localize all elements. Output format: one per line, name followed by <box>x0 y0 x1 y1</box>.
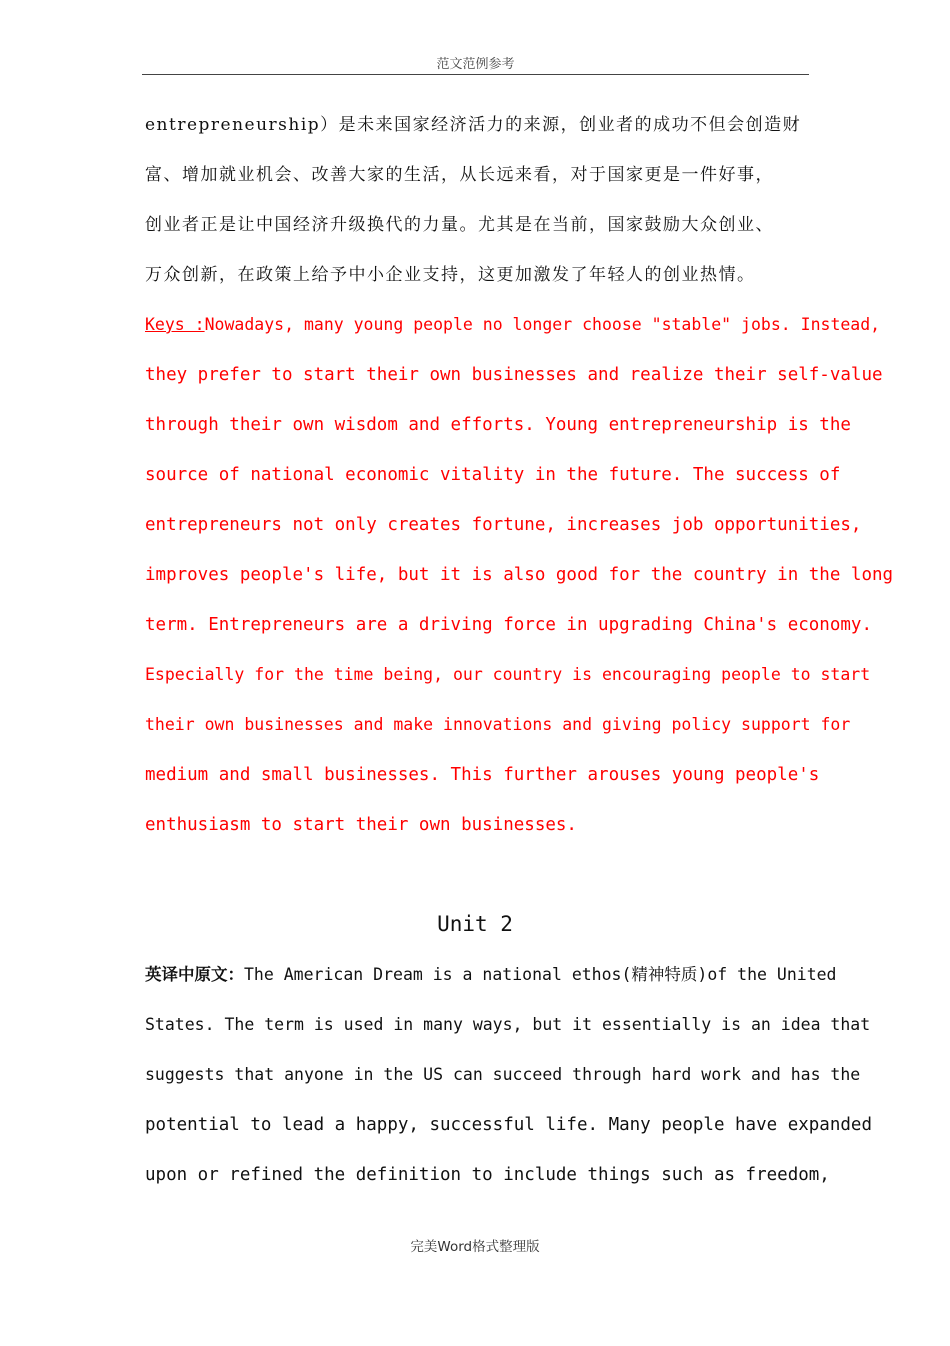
keys-line: entrepreneurs not only creates fortune, increases job opportunities, <box>145 515 862 535</box>
keys-line: they prefer to start their own businesses and realize their self-value <box>145 365 883 385</box>
original-line: States. The term is used in many ways, but it essentially is an idea that <box>145 1015 871 1034</box>
keys-line: through their own wisdom and efforts. Young entrepreneurship is the <box>145 415 851 435</box>
keys-label: Keys : <box>145 315 205 334</box>
keys-line: improves people's life, but it is also good for the country in the long <box>145 565 894 585</box>
keys-line: term. Entrepreneurs are a driving force in upgrading China's economy. <box>145 615 872 635</box>
chinese-text-line: 创业者正是让中国经济升级换代的力量。尤其是在当前，国家鼓励大众创业、 <box>145 215 774 235</box>
original-text: The American Dream is a national ethos(精神特质)of the United <box>244 965 837 984</box>
keys-line: Especially for the time being, our country is encouraging people to start <box>145 665 871 684</box>
page-header: 范文范例参考 <box>142 56 809 75</box>
keys-line: their own businesses and make innovations and giving policy support for <box>145 715 851 734</box>
original-line: suggests that anyone in the US can succeed through hard work and has the <box>145 1065 861 1084</box>
original-line: upon or refined the definition to include things such as freedom, <box>145 1165 830 1185</box>
chinese-text-line: 万众创新，在政策上给予中小企业支持，这更加激发了年轻人的创业热情。 <box>145 265 756 285</box>
original-label: 英译中原文： <box>145 965 244 984</box>
keys-text: Nowadays, many young people no longer choose "stable" jobs. Instead, <box>204 315 881 334</box>
unit-title: Unit 2 <box>437 912 513 936</box>
keys-first-line <box>145 313 880 337</box>
chinese-text-line: 富、增加就业机会、改善大家的生活，从长远来看，对于国家更是一件好事， <box>145 165 774 185</box>
keys-line: medium and small businesses. This further arouses young people's <box>145 765 820 785</box>
chinese-text-line: entrepreneurship）是未来国家经济活力的来源，创业者的成功不但会创造财 <box>145 115 802 135</box>
keys-line: enthusiasm to start their own businesses. <box>145 815 577 835</box>
page-footer: 完美Word格式整理版 <box>410 1239 540 1255</box>
original-line: potential to lead a happy, successful life. Many people have expanded <box>145 1115 872 1135</box>
keys-line: source of national economic vitality in the future. The success of <box>145 465 841 485</box>
original-first-line <box>145 963 837 987</box>
